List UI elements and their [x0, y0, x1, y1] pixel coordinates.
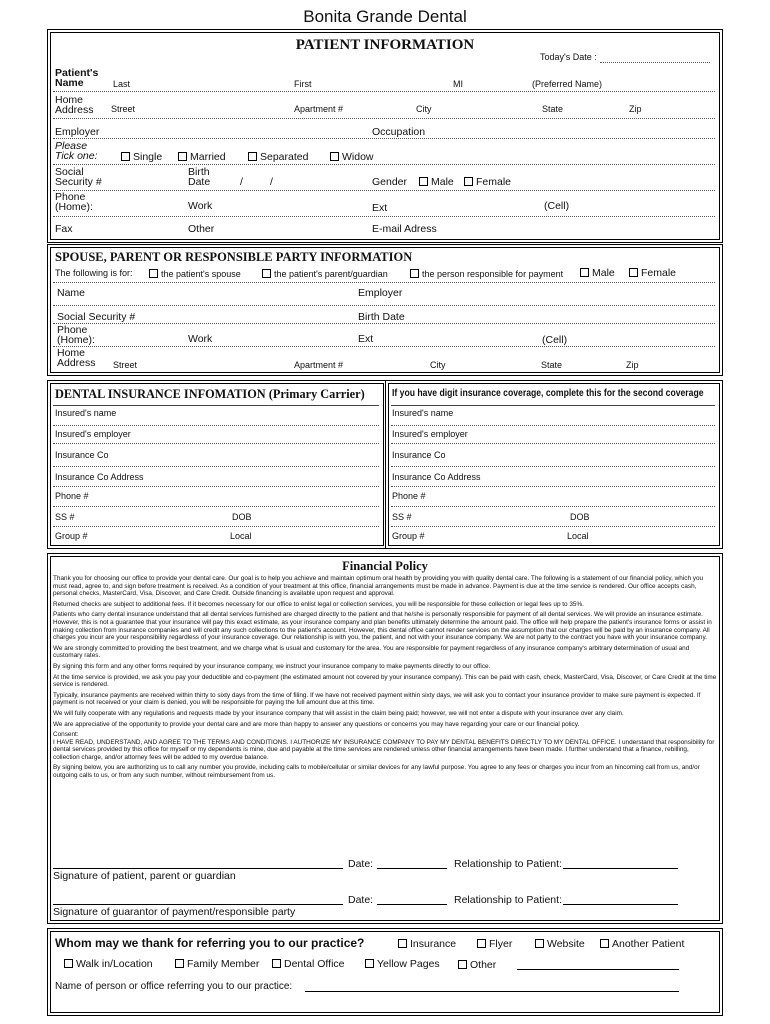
primary-insurance-title: DENTAL INSURANCE INFOMATION (Primary Carrier): [55, 387, 365, 401]
ssn-field[interactable]: [53, 190, 715, 191]
patient-name-label-2: Name: [55, 77, 84, 89]
secondary-insured-name-field[interactable]: [391, 425, 715, 426]
financial-policy-text: [53, 575, 717, 783]
date-label: Date:: [348, 858, 374, 870]
home-address-label: Home: [55, 94, 84, 106]
spouse-ext-label: Ext: [358, 333, 374, 345]
primary-local-label: Local: [230, 531, 252, 541]
ref-dental-office[interactable]: Dental Office: [272, 959, 345, 970]
another-patient-checkbox[interactable]: [600, 939, 609, 948]
primary-insured-employer-field[interactable]: [53, 443, 379, 444]
spouse-employer-label: Employer: [358, 287, 403, 299]
social-security-label-2: Security #: [55, 176, 102, 188]
spouse-section: [50, 247, 720, 373]
divider: [391, 405, 715, 406]
spouse-state-label: State: [541, 360, 563, 370]
marital-separated[interactable]: Separated: [248, 152, 308, 163]
spouse-checkbox[interactable]: [149, 269, 158, 278]
female-checkbox[interactable]: [629, 268, 638, 277]
middle-initial-label: MI: [453, 79, 463, 89]
male-checkbox[interactable]: [419, 177, 428, 186]
policy-paragraph: Consent: I HAVE READ, UNDERSTAND, AND AGREE TO THE TERMS AND CONDITIONS. I AUTHORIZE MY INSURANCE COMPANY TO PAY MY DENTAL BENEFITS DIRECTLY TO MY DENTAL OFFICE. I understand that responsibility for dental services provided by this office for myself or my dependents is mine, due and payable at the time services are rendered unless other financial arrangements have been made. I further understand that a finance, rebilling, collection charge, and/or attorney fees will be added to my overdue balance.: [53, 731, 715, 761]
secondary-ss-field[interactable]: [391, 526, 715, 527]
guarantor-signature-field[interactable]: [53, 904, 343, 905]
patient-signature-field[interactable]: [53, 868, 343, 869]
date-separator: /: [240, 176, 243, 188]
secondary-insured-name-label: Insured's name: [392, 408, 454, 418]
ref-family-member[interactable]: Family Member: [175, 959, 259, 970]
patient-signature-label: Signature of patient, parent or guardian: [53, 870, 236, 882]
guarantor-relationship-field[interactable]: [563, 904, 678, 905]
first-name-label: First: [294, 79, 312, 89]
referral-other-field[interactable]: [517, 969, 679, 970]
spouse-phone-label: Phone: [57, 324, 88, 336]
referral-name-label: Name of person or office referring you to our practice:: [55, 981, 293, 992]
preferred-name-label: (Preferred Name): [532, 79, 603, 89]
policy-paragraph: Returned checks are subject to additional fees. If it becomes necessary for our office to enlist legal or collection services, you will be responsible for these collection or legal fees up to 35%.: [53, 600, 584, 608]
spouse-phone-home-label: (Home):: [57, 334, 95, 346]
todays-date-input[interactable]: [600, 62, 710, 63]
ref-other[interactable]: Other: [458, 960, 496, 971]
female-checkbox[interactable]: [464, 177, 473, 186]
secondary-insurance-co-field[interactable]: [391, 466, 715, 467]
primary-phone-label: Phone #: [55, 491, 89, 501]
dental-office-checkbox[interactable]: [272, 959, 281, 968]
policy-paragraph: By signing this form and any other forms required by your insurance company, we instruct your insurance company to make payments directly to our office.: [53, 662, 491, 670]
secondary-insurance-title: If you have digit insurance coverage, complete this for the second coverage: [392, 388, 704, 399]
secondary-insurance-address-label: Insurance Co Address: [392, 472, 481, 482]
primary-ss-field[interactable]: [53, 526, 379, 527]
male-checkbox[interactable]: [580, 268, 589, 277]
apartment-label: Apartment #: [294, 104, 344, 114]
married-checkbox[interactable]: [178, 152, 187, 161]
ext-label: Ext: [372, 202, 388, 214]
spouse-ssn-label: Social Security #: [57, 311, 136, 323]
secondary-insurance-co-label: Insurance Co: [392, 450, 446, 460]
policy-paragraph: By signing below, you are authorizing us to call any number you provide, including calls to mobile/cellular or similar devices for any lawful purpose. You agree to any fees or charges you incur from an hincoming call from us, and/or outgoing calls to us, or from any such number, without reimbursement from us.: [53, 764, 700, 780]
spouse-work-label: Work: [188, 333, 213, 345]
other-label: Other: [188, 223, 215, 235]
secondary-local-label: Local: [567, 531, 589, 541]
spouse-ssn-field[interactable]: [53, 323, 715, 324]
secondary-ss-label: SS #: [392, 512, 412, 522]
work-phone-label: Work: [188, 200, 213, 212]
city-label: City: [416, 104, 432, 114]
primary-insured-employer-label: Insured's employer: [55, 429, 131, 439]
spouse-male[interactable]: Male: [580, 268, 615, 279]
primary-group-label: Group #: [55, 531, 88, 541]
yellow-pages-checkbox[interactable]: [365, 959, 374, 968]
spouse-title: SPOUSE, PARENT OR RESPONSIBLE PARTY INFORMATION: [55, 250, 413, 264]
separated-checkbox[interactable]: [248, 152, 257, 161]
phone-home-label: (Home):: [55, 201, 93, 213]
birth-date-label-2: Date: [188, 176, 211, 188]
patient-signature-date-field[interactable]: [377, 868, 447, 869]
policy-paragraph: We are strongly committed to providing the best treatment, and we charge what is usual and customary for the area. You are responsible for payment regardless of any insurance company's arbitrary determination of usual and customary rates.: [53, 644, 690, 660]
marital-single[interactable]: Single: [121, 152, 162, 163]
birth-date-label: Birth: [188, 166, 210, 178]
website-checkbox[interactable]: [535, 939, 544, 948]
occupation-label: Occupation: [372, 126, 426, 138]
marital-widow[interactable]: Widow: [330, 152, 374, 163]
parent-checkbox[interactable]: [262, 269, 271, 278]
spouse-city-label: City: [430, 360, 446, 370]
email-label: E-mail Adress: [372, 223, 437, 235]
widow-checkbox[interactable]: [330, 152, 339, 161]
todays-date-label: Today's Date :: [540, 52, 597, 62]
policy-paragraph: At the time service is provided, we ask you pay your deductible and co-payment (the estimated amount not covered by your insurance company). This can be paid with cash, check, MasterCard, Visa, Discover, or Care Credit at the time service is rendered.: [53, 673, 717, 689]
practice-name: Bonita Grande Dental: [303, 7, 467, 26]
opt-responsible[interactable]: the person responsible for payment: [410, 269, 563, 279]
walk-in-checkbox[interactable]: [64, 959, 73, 968]
policy-paragraph: We will fully cooperate with any regulations and requests made by your insurance company that will assist in the claim being paid; however, we will not enter a dispute with your insurance over any claim.: [53, 709, 624, 717]
secondary-phone-field[interactable]: [391, 506, 715, 507]
tick-one-label: Tick one:: [55, 150, 98, 162]
other-checkbox[interactable]: [458, 960, 467, 969]
home-address-label-2: Address: [55, 104, 94, 116]
ref-walk-in[interactable]: Walk in/Location: [64, 959, 153, 970]
please-label: Please: [55, 140, 88, 152]
policy-paragraph: Patients who carry dental insurance understand that all dental services furnished are charged directly to the patient and that he/she is personally responsible for payment of all dental services. We will provide an insurance estimate. However, this is not a guarantee that your insurance will pay this exact estimate, as your insurance company and plan benefits ultimately determine the amount paid. The office will help prepare the patient's insurance forms or assist in making collection from insurance companies and will credit any such collections to the patient's account. However, this dental office cannot render services on the assumption that our charges will be paid by an insurance company. All charges you incur are your responsibility regardless of your insurance coverage. Our relationship is with you, the patient, and not with your insurance company. We are not party to the contract you have with your insurance company.: [53, 611, 712, 642]
single-checkbox[interactable]: [121, 152, 130, 161]
relationship-label: Relationship to Patient:: [454, 894, 562, 906]
secondary-phone-label: Phone #: [392, 491, 426, 501]
divider: [53, 282, 715, 283]
relationship-label: Relationship to Patient:: [454, 858, 562, 870]
date-label: Date:: [348, 894, 374, 906]
employer-label: Employer: [55, 126, 100, 138]
relationship-field[interactable]: [563, 868, 678, 869]
primary-insurance-address-label: Insurance Co Address: [55, 472, 144, 482]
street-label: Street: [111, 104, 136, 114]
spouse-zip-label: Zip: [626, 360, 639, 370]
primary-phone-field[interactable]: [53, 506, 379, 507]
following-is-for-label: The following is for:: [55, 268, 133, 278]
financial-policy-title: Financial Policy: [342, 559, 428, 573]
social-security-label: Social: [55, 166, 84, 178]
secondary-dob-label: DOB: [570, 512, 590, 522]
spouse-female[interactable]: Female: [629, 268, 676, 279]
secondary-group-label: Group #: [392, 531, 425, 541]
primary-insurance-address-field[interactable]: [53, 486, 379, 487]
marital-married[interactable]: Married: [178, 152, 226, 163]
gender-label: Gender: [372, 176, 408, 188]
patient-information-title: PATIENT INFORMATION: [295, 37, 475, 53]
spouse-name-field[interactable]: [53, 305, 715, 306]
primary-ss-label: SS #: [55, 512, 75, 522]
divider: [53, 405, 379, 406]
referral-question: Whom may we thank for referring you to our practice?: [55, 936, 365, 950]
spouse-cell-label: (Cell): [542, 334, 568, 346]
ref-website[interactable]: Website: [535, 939, 585, 950]
zip-label: Zip: [629, 104, 642, 114]
responsible-checkbox[interactable]: [410, 269, 419, 278]
policy-paragraph: We are appreciative of the opportunity to provide your dental care and are more than happy to answer any questions or concerns you may have regarding your care or our financial policy.: [53, 720, 580, 728]
ref-flyer[interactable]: Flyer: [477, 939, 512, 950]
divider: [53, 164, 715, 165]
gender-female[interactable]: Female: [464, 177, 511, 188]
phone-field[interactable]: [53, 216, 715, 217]
ref-yellow-pages[interactable]: Yellow Pages: [365, 959, 440, 970]
patient-name-field[interactable]: [53, 91, 715, 92]
gender-male[interactable]: Male: [419, 177, 454, 188]
patient-name-label: Patient's: [55, 67, 99, 79]
opt-spouse[interactable]: the patient's spouse: [149, 269, 241, 279]
primary-insurance-co-field[interactable]: [53, 466, 379, 467]
spouse-phone-field[interactable]: [53, 346, 715, 347]
cell-label: (Cell): [544, 200, 570, 212]
spouse-street-label: Street: [113, 360, 138, 370]
opt-parent[interactable]: the patient's parent/guardian: [262, 269, 388, 279]
ref-insurance[interactable]: Insurance: [398, 939, 456, 950]
last-name-label: Last: [113, 79, 131, 89]
spouse-name-label: Name: [57, 287, 86, 299]
spouse-apartment-label: Apartment #: [294, 360, 344, 370]
secondary-insurance-address-field[interactable]: [391, 486, 715, 487]
referral-name-field[interactable]: [305, 991, 679, 992]
insurance-checkbox[interactable]: [398, 939, 407, 948]
family-member-checkbox[interactable]: [175, 959, 184, 968]
secondary-insured-employer-label: Insured's employer: [392, 429, 468, 439]
home-address-field[interactable]: [53, 118, 715, 119]
primary-insurance-co-label: Insurance Co: [55, 450, 109, 460]
spouse-address-label: Address: [57, 357, 96, 369]
flyer-checkbox[interactable]: [477, 939, 486, 948]
state-label: State: [542, 104, 564, 114]
date-separator-2: /: [270, 176, 273, 188]
guarantor-signature-label: Signature of guarantor of payment/responsible party: [53, 906, 296, 918]
ref-another-patient[interactable]: Another Patient: [600, 939, 684, 950]
policy-paragraph: Typically, insurance payments are received within thirty to sixty days from the time of filing. If we have not received payment within sixty days, we will ask you to contact your insurance provider to make sure payment is expected. If payment is not received or your claim is denied, you will be responsible for paying the full amount due at this time.: [53, 691, 701, 707]
spouse-birth-date-label: Birth Date: [358, 311, 405, 323]
primary-insured-name-field[interactable]: [53, 425, 379, 426]
policy-paragraph: Thank you for choosing our office to provide your dental care. Our goal is to help you achieve and maintain optimum oral health by providing you with quality dental care. The following is a statement of our financial policy, which you must read, agree to, and sign before treatment is received. As a condition of your treatment at this office, financial arrangements must be made in advance. Payment is due at the time service is rendered. Our office accepts cash, personal checks, MasterCard, Visa, Discover, and Care Credit. Outside financing is available upon request and approval.: [53, 575, 704, 598]
spouse-home-label: Home: [57, 347, 86, 359]
primary-dob-label: DOB: [232, 512, 252, 522]
employer-field[interactable]: [53, 138, 715, 139]
secondary-insured-employer-field[interactable]: [391, 443, 715, 444]
fax-label: Fax: [55, 223, 73, 235]
phone-label: Phone: [55, 191, 86, 203]
primary-insured-name-label: Insured's name: [55, 408, 117, 418]
guarantor-signature-date-field[interactable]: [377, 904, 447, 905]
